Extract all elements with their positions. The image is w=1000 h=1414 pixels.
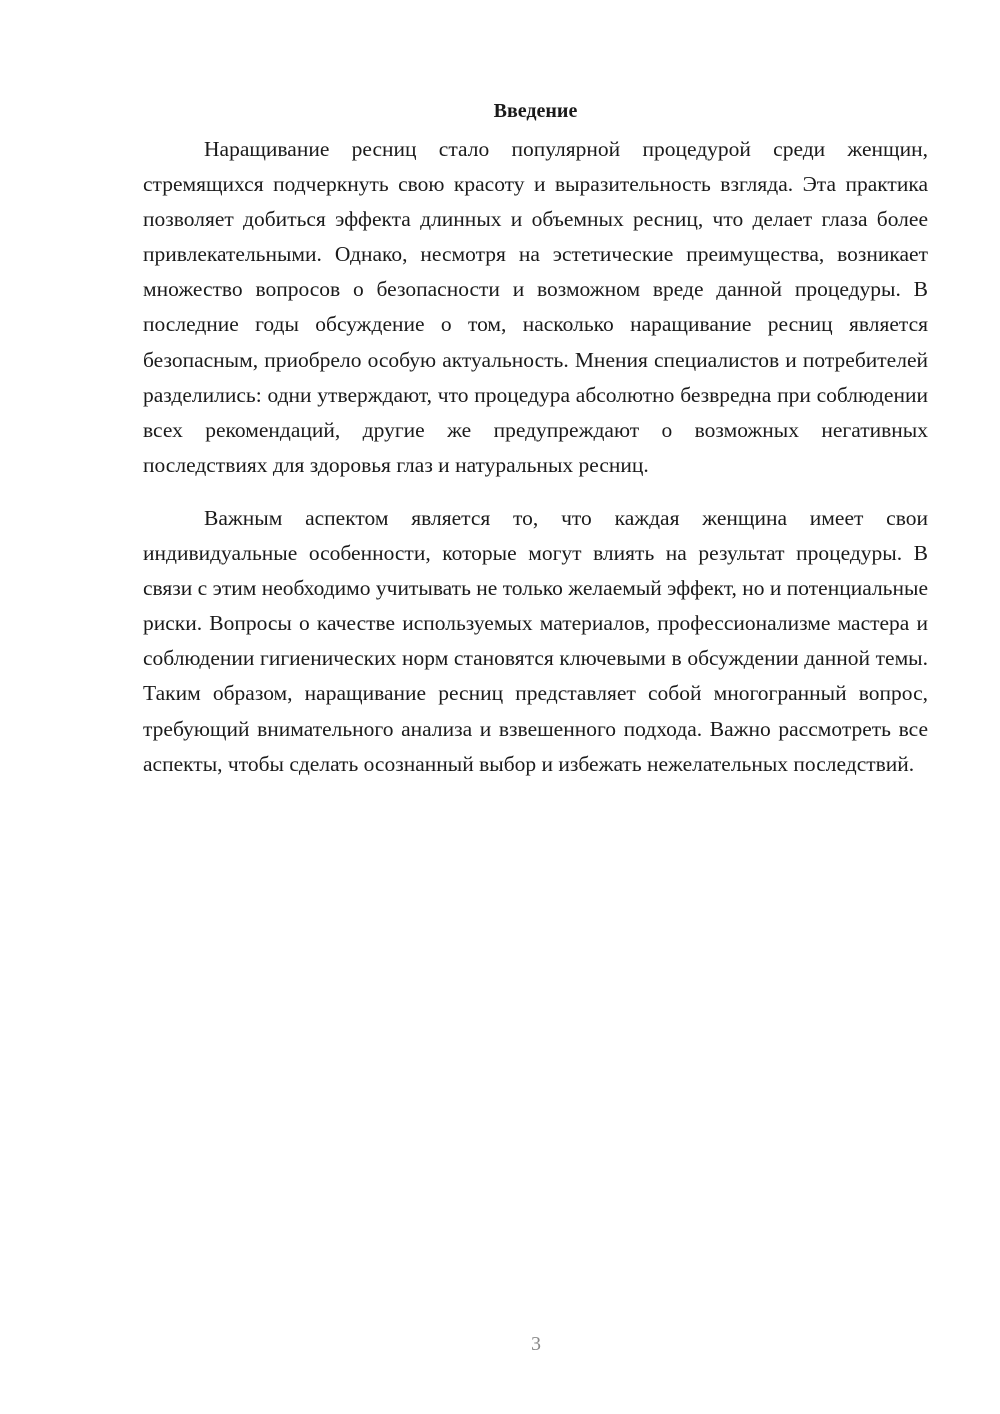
paragraph-2: Важным аспектом является то, что каждая женщина имеет свои индивидуальные особенности, которые могут влиять на результат процедуры. В связи с этим необходимо учитывать не только желаемый эффект, но и потенциальные риски. Вопросы о качестве используемых материалов, профессионализме мастера и соблюдении гигиенических норм становятся ключевыми в обсуждении данной темы. Таким образом, наращивание ресниц представляет собой многогранный вопрос, требующий внимательного анализа и взвешенного подхода. Важно рассмотреть все аспекты, чтобы сделать осознанный выбор и избежать нежелательных последствий. [143,505,928,776]
document-body [143,94,928,782]
paragraph-1: Наращивание ресниц стало популярной процедурой среди женщин, стремящихся подчеркнуть свою красоту и выразительность взгляда. Эта практика позволяет добиться эффекта длинных и объемных ресниц, что делает глаза более привлекательными. Однако, несмотря на эстетические преимущества, возникает множество вопросов о безопасности и возможном вреде данной процедуры. В последние годы обсуждение о том, насколько наращивание ресниц является безопасным, приобрело особую актуальность. Мнения специалистов и потребителей разделились: одни утверждают, что процедура абсолютно безвредна при соблюдении всех рекомендаций, другие же предупреждают о возможных негативных последствиях для здоровья глаз и натуральных ресниц. [143,137,928,477]
page-number: 3 [531,1333,541,1355]
section-heading: Введение [493,100,578,122]
